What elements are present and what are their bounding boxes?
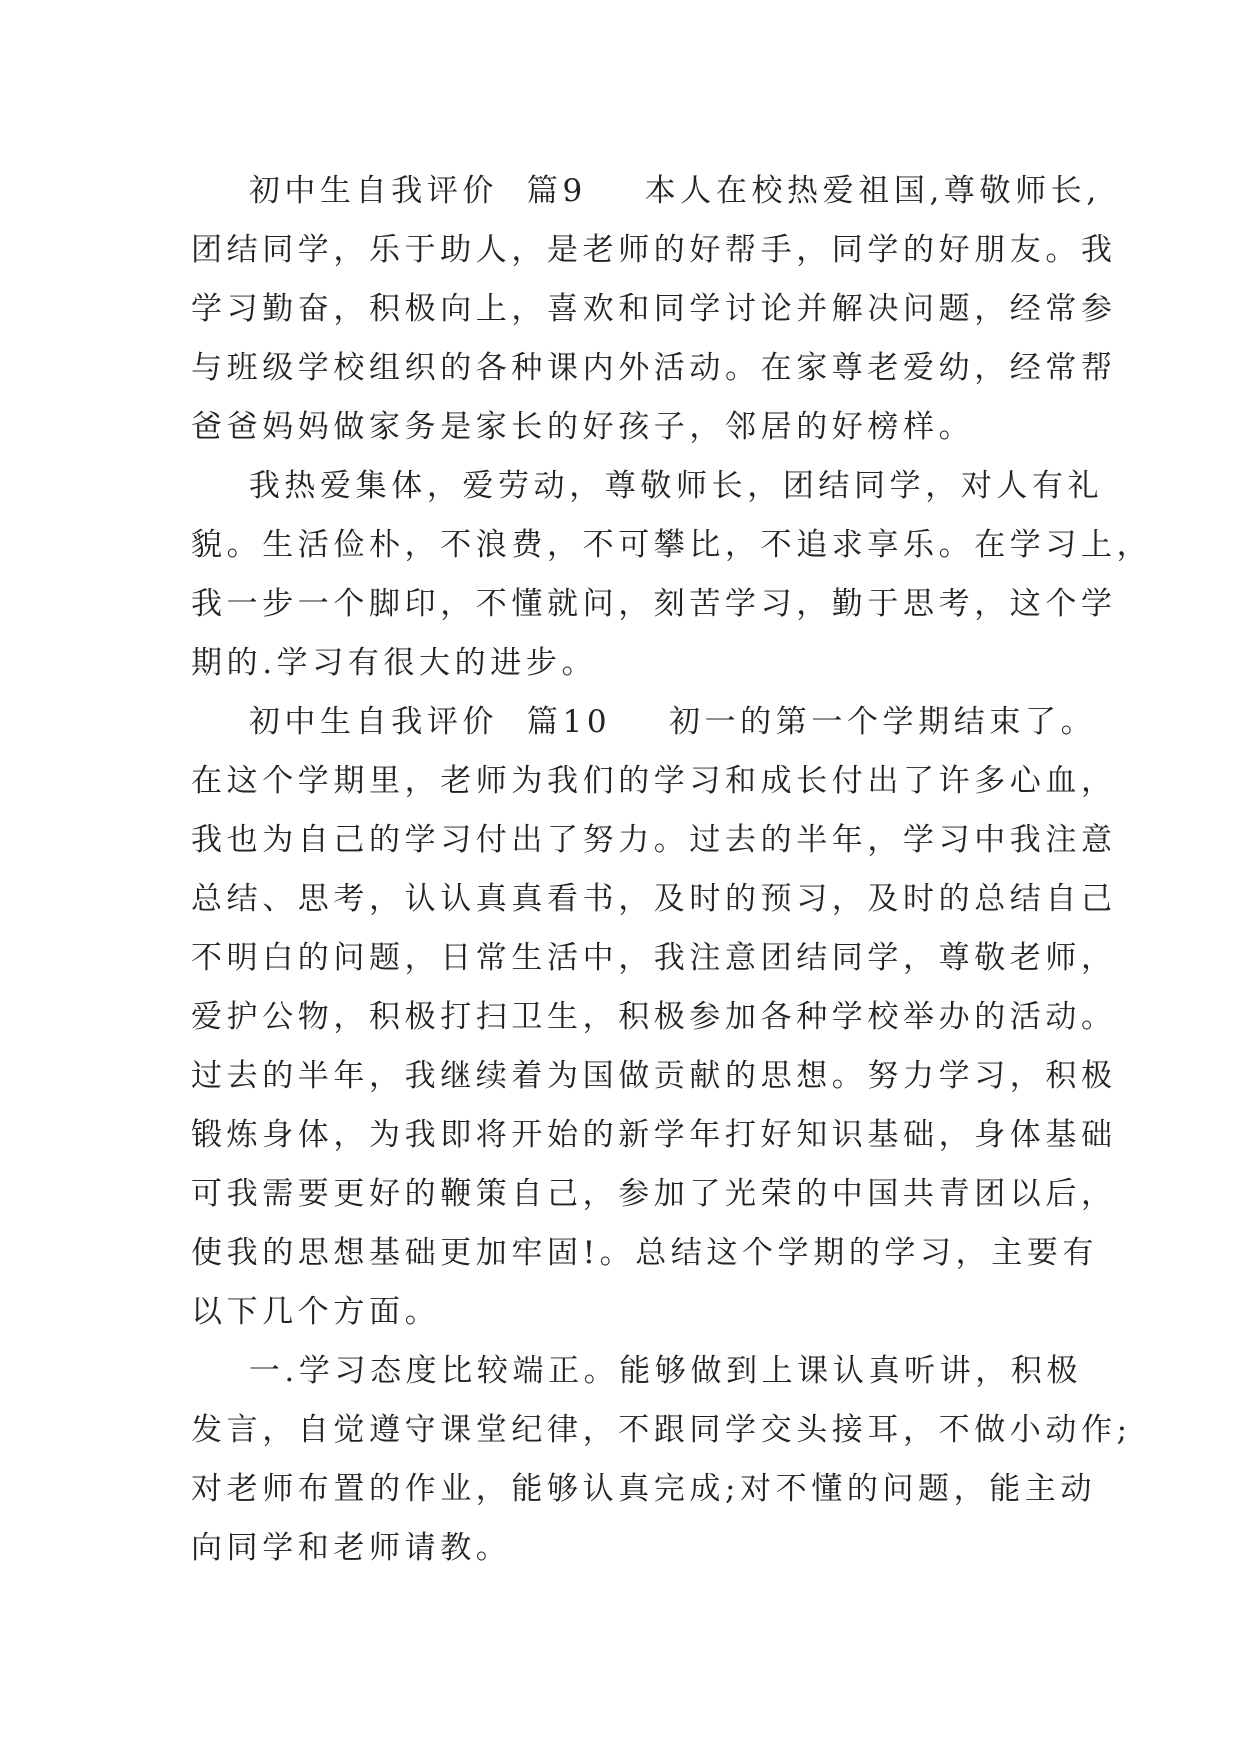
text-line-3: 学习勤奋，积极向上，喜欢和同学讨论并解决问题，经常参 <box>191 291 1117 327</box>
text-line-24: 向同学和老师请教。 <box>191 1530 512 1566</box>
text-line-21: 一.学习态度比较端正。能够做到上课认真听讲，积极 <box>191 1353 1083 1389</box>
text-line-12: 我也为自己的学习付出了努力。过去的半年，学习中我注意 <box>191 822 1117 858</box>
text-line-16: 过去的半年，我继续着为国做贡献的思想。努力学习，积极 <box>191 1058 1117 1094</box>
text-line-20: 以下几个方面。 <box>191 1294 441 1330</box>
text-line-6: 我热爱集体，爱劳动，尊敬师长，团结同学，对人有礼 <box>191 468 1104 504</box>
text-line-9: 期的.学习有很大的进步。 <box>191 645 598 681</box>
text-line-17: 锻炼身体，为我即将开始的新学年打好知识基础，身体基础 <box>191 1117 1117 1153</box>
text-line-7: 貌。生活俭朴，不浪费，不可攀比，不追求享乐。在学习上， <box>191 527 1153 563</box>
text-line-15: 爱护公物，积极打扫卫生，积极参加各种学校举办的活动。 <box>191 999 1117 1035</box>
text-line-11: 在这个学期里，老师为我们的学习和成长付出了许多心血， <box>191 763 1117 799</box>
text-line-13: 总结、思考，认认真真看书，及时的预习，及时的总结自己 <box>191 881 1117 917</box>
text-line-18: 可我需要更好的鞭策自己，参加了光荣的中国共青团以后， <box>191 1176 1117 1212</box>
text-line-1: 初中生自我评价 篇9 本人在校热爱祖国,尊敬师长, <box>191 173 1101 209</box>
text-line-19: 使我的思想基础更加牢固!。总结这个学期的学习，主要有 <box>191 1235 1099 1271</box>
text-line-10: 初中生自我评价 篇10 初一的第一个学期结束了。 <box>191 704 1097 740</box>
text-line-22: 发言，自觉遵守课堂纪律，不跟同学交头接耳，不做小动作; <box>191 1412 1132 1448</box>
text-line-8: 我一步一个脚印，不懂就问，刻苦学习，勤于思考，这个学 <box>191 586 1117 622</box>
text-line-14: 不明白的问题，日常生活中，我注意团结同学，尊敬老师， <box>191 940 1117 976</box>
text-line-4: 与班级学校组织的各种课内外活动。在家尊老爱幼，经常帮 <box>191 350 1117 386</box>
text-line-23: 对老师布置的作业，能够认真完成;对不懂的问题，能主动 <box>191 1471 1097 1507</box>
text-line-2: 团结同学，乐于助人，是老师的好帮手，同学的好朋友。我 <box>191 232 1117 268</box>
body-text <box>191 162 1153 1578</box>
text-line-5: 爸爸妈妈做家务是家长的好孩子，邻居的好榜样。 <box>191 409 975 445</box>
